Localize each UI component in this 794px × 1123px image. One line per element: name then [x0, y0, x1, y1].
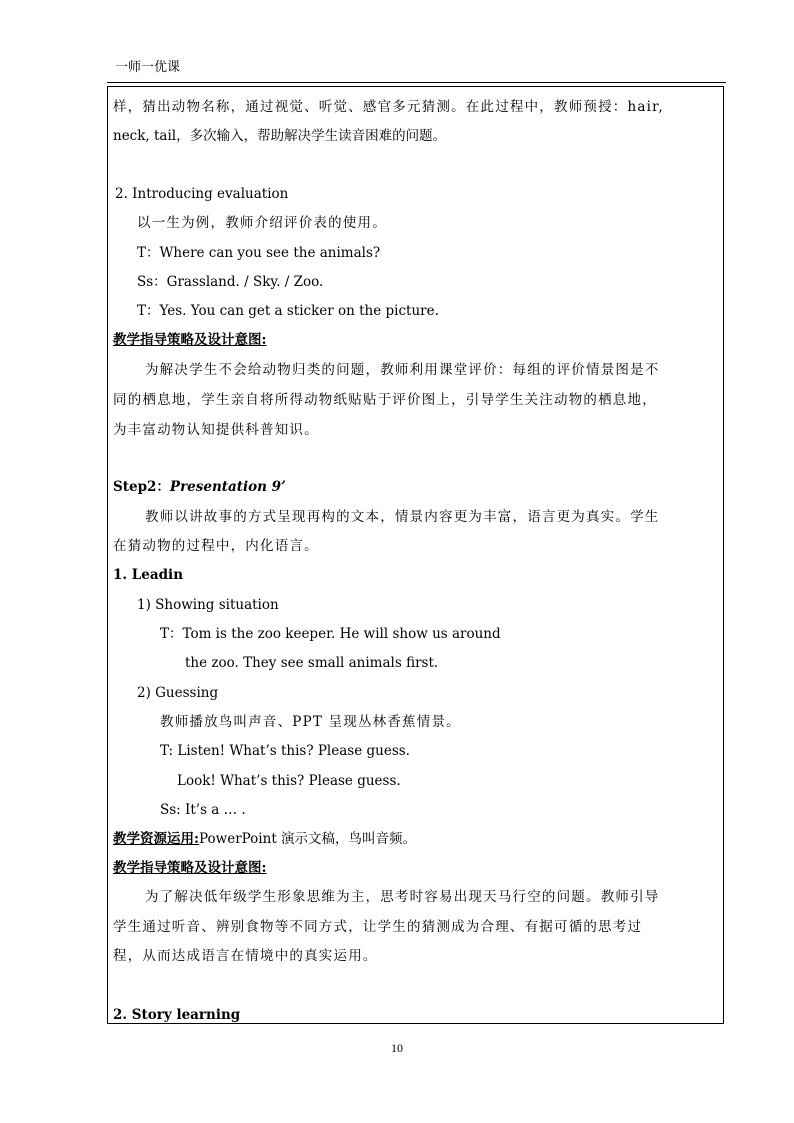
paragraph-line: 在猜动物的过程中，内化语言。 — [113, 538, 319, 554]
paragraph-line: 学生通过听音、辨别食物等不同方式，让学生的猜测成为合理、有据可循的思考过 — [113, 919, 643, 935]
step-heading — [113, 477, 286, 497]
paragraph-line: 同的栖息地，学生亲自将所得动物纸贴贴于评价图上，引导学生关注动物的栖息地， — [113, 392, 657, 408]
page-number: 10 — [391, 1041, 403, 1055]
dialogue-line: Ss：Grassland. / Sky. / Zoo. — [137, 274, 324, 290]
dialogue-line: T: Listen! What’s this? Please guess. — [160, 743, 410, 759]
dialogue-line: T：Yes. You can get a sticker on the picture. — [137, 303, 439, 319]
paragraph-line: 以一生为例，教师介绍评价表的使用。 — [137, 215, 387, 231]
section-heading-introducing-evaluation: 2. Introducing evaluation — [115, 186, 289, 202]
dialogue-line: the zoo. They see small animals first. — [185, 655, 439, 671]
paragraph-line: 为丰富动物认知提供科普知识。 — [113, 422, 319, 438]
paragraph-line: neck, tail，多次输入，帮助解决学生读音困难的问题。 — [113, 128, 447, 144]
resource-line — [113, 829, 416, 849]
list-item: 1) Showing situation — [137, 597, 279, 613]
paragraph-line: 为了解决低年级学生形象思维为主，思考时容易出现天马行空的问题。教师引导 — [145, 889, 660, 905]
subsection-heading-leadin: 1. Leadin — [113, 567, 184, 583]
step-title: Presentation 9’ — [169, 479, 286, 495]
resource-text: PowerPoint 演示文稿，鸟叫音频。 — [198, 831, 417, 847]
dialogue-line: T：Where can you see the animals? — [137, 245, 381, 261]
paragraph-line: 教师以讲故事的方式呈现再构的文本，情景内容更为丰富，语言更为真实。学生 — [145, 509, 660, 525]
paragraph-line: 程，从而达成语言在情境中的真实运用。 — [113, 948, 378, 964]
dialogue-line: Look! What’s this? Please guess. — [177, 773, 401, 789]
dialogue-line: Ss: It’s a … . — [160, 802, 246, 818]
strategy-heading: 教学指导策略及设计意图: — [113, 332, 267, 348]
resource-heading: 教学资源运用: — [113, 831, 199, 847]
step-label: Step2： — [113, 479, 170, 495]
paragraph-line: 样，猜出动物名称，通过视觉、听觉、感官多元猜测。在此过程中，教师预授：hair, — [113, 99, 664, 115]
list-item: 2) Guessing — [137, 685, 219, 701]
subsection-heading-story-learning: 2. Story learning — [113, 1007, 241, 1023]
paragraph-line: 教师播放鸟叫声音、PPT 呈现丛林香蕉情景。 — [160, 714, 461, 730]
strategy-heading: 教学指导策略及设计意图: — [113, 860, 267, 876]
dialogue-line: T：Tom is the zoo keeper. He will show us around — [160, 626, 501, 642]
document-header: 一师一优课 — [115, 60, 181, 75]
paragraph-line: 为解决学生不会给动物归类的问题，教师利用课堂评价：每组的评价情景图是不 — [145, 362, 660, 378]
